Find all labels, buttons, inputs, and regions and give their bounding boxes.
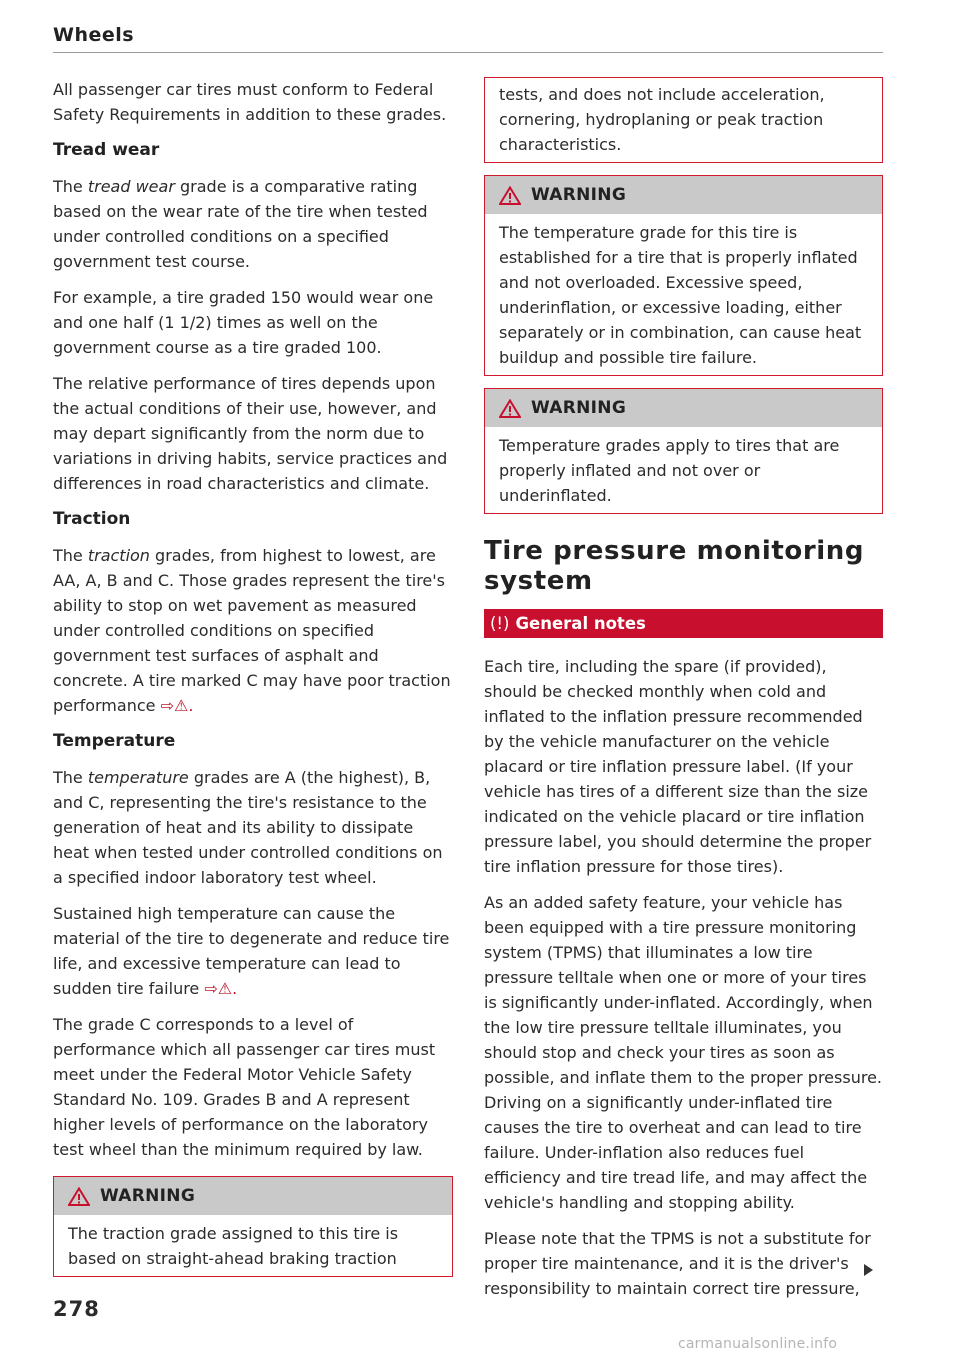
tread-wear-example: For example, a tire graded 150 would wear one and one half (1 1/2) times as well on the government course as a tire graded 100. <box>53 288 434 357</box>
warning-triangle-icon <box>499 399 521 418</box>
warning-header <box>54 1177 452 1215</box>
section-title: Tire pressure monitoring system <box>484 536 865 596</box>
tread-wear-heading: Tread wear <box>53 140 160 160</box>
general-notes-label: General notes <box>515 614 646 633</box>
temperature-warning-box <box>484 175 883 376</box>
continue-arrow-icon <box>864 1264 873 1276</box>
tpms-paragraph-3: Please note that the TPMS is not a substitute for proper tire maintenance, and it is the driver's responsibility to maintain correct tire pressure, <box>484 1229 871 1298</box>
temperature-grades-warning-box <box>484 388 883 514</box>
tread-wear-paragraph: The tread wear grade is a comparative rating based on the wear rate of the tire when tested under controlled conditions on a specified government test course. <box>53 177 428 271</box>
general-notes-bar <box>484 609 883 638</box>
warning-text: Temperature grades apply to tires that are properly inflated and not over or underinflated. <box>499 436 840 505</box>
warning-reference-link[interactable]: ⇨⚠. <box>160 696 194 715</box>
warning-text: The temperature grade for this tire is established for a tire that is properly inflated and not overloaded. Excessive speed, underinflation, or excessive loading, either separately or in combination, can cause heat buildup and possible tire failure. <box>499 223 862 367</box>
traction-warning-box <box>53 1176 453 1277</box>
temperature-sustained: Sustained high temperature can cause the material of the tire to degenerate and reduce tire life, and excessive temperature can lead to sudden tire failure ⇨⚠. <box>53 904 450 998</box>
tread-wear-relative: The relative performance of tires depends upon the actual conditions of their use, however, and may depart significantly from the norm due to variations in driving habits, service practices and differences in road characteristics and climate. <box>53 374 448 493</box>
warning-triangle-icon <box>68 1187 90 1206</box>
traction-heading: Traction <box>53 509 131 529</box>
warning-text: The traction grade assigned to this tire is based on straight-ahead braking traction <box>68 1224 399 1268</box>
warning-reference-link[interactable]: ⇨⚠. <box>204 979 238 998</box>
traction-warning-continued-box <box>484 77 883 163</box>
watermark: carmanualsonline.info <box>678 1336 838 1352</box>
temperature-grade-c: The grade C corresponds to a level of performance which all passenger car tires must meet under the Federal Motor Vehicle Safety Standard No. 109. Grades B and A represent higher levels of performance on the laboratory test wheel than the minimum required by law. <box>53 1015 436 1159</box>
header-divider <box>53 52 883 53</box>
warning-header <box>485 389 882 427</box>
warning-continued-text: tests, and does not include acceleration, cornering, hydroplaning or peak traction characteristics. <box>499 85 825 154</box>
chapter-title: Wheels <box>53 24 135 46</box>
intro-paragraph: All passenger car tires must conform to Federal Safety Requirements in addition to these grades. <box>53 80 447 124</box>
page-number: 278 <box>53 1297 100 1321</box>
warning-triangle-icon <box>499 186 521 205</box>
right-column <box>484 77 883 1312</box>
warning-label: WARNING <box>100 1185 196 1206</box>
warning-label: WARNING <box>531 397 627 418</box>
temperature-heading: Temperature <box>53 731 176 751</box>
left-column <box>53 77 453 1289</box>
warning-label: WARNING <box>531 184 627 205</box>
temperature-paragraph: The temperature grades are A (the highest), B, and C, representing the tire's resistance to the generation of heat and its ability to dissipate heat when tested under controlled conditions on a specified indoor laboratory test wheel. <box>53 768 443 887</box>
traction-paragraph: The traction grades, from highest to lowest, are AA, A, B and C. Those grades represent the tire's ability to stop on wet pavement as measured under controlled conditions on specified government test surfaces of asphalt and concrete. A tire marked C may have poor traction performance ⇨⚠. <box>53 546 451 715</box>
caution-circle-icon: (!) <box>490 614 510 633</box>
warning-header <box>485 176 882 214</box>
tpms-paragraph-1: Each tire, including the spare (if provided), should be checked monthly when cold and inflated to the inflation pressure recommended by the vehicle manufacturer on the vehicle placard or tire inflation pressure label. (If your vehicle has tires of a different size than the size indicated on the vehicle placard or tire inflation pressure label, you should determine the proper tire inflation pressure for those tires). <box>484 657 872 876</box>
tpms-paragraph-2: As an added safety feature, your vehicle has been equipped with a tire pressure monitoring system (TPMS) that illuminates a low tire pressure telltale when one or more of your tires is significantly under-inflated. Accordingly, when the low tire pressure telltale illuminates, you should stop and check your tires as soon as possible, and inflate them to the proper pressure. Driving on a significantly under-inflated tire causes the tire to overheat and can lead to tire failure. Under-inflation also reduces fuel efficiency and tire tread life, and may affect the vehicle's handling and stopping ability. <box>484 893 882 1212</box>
